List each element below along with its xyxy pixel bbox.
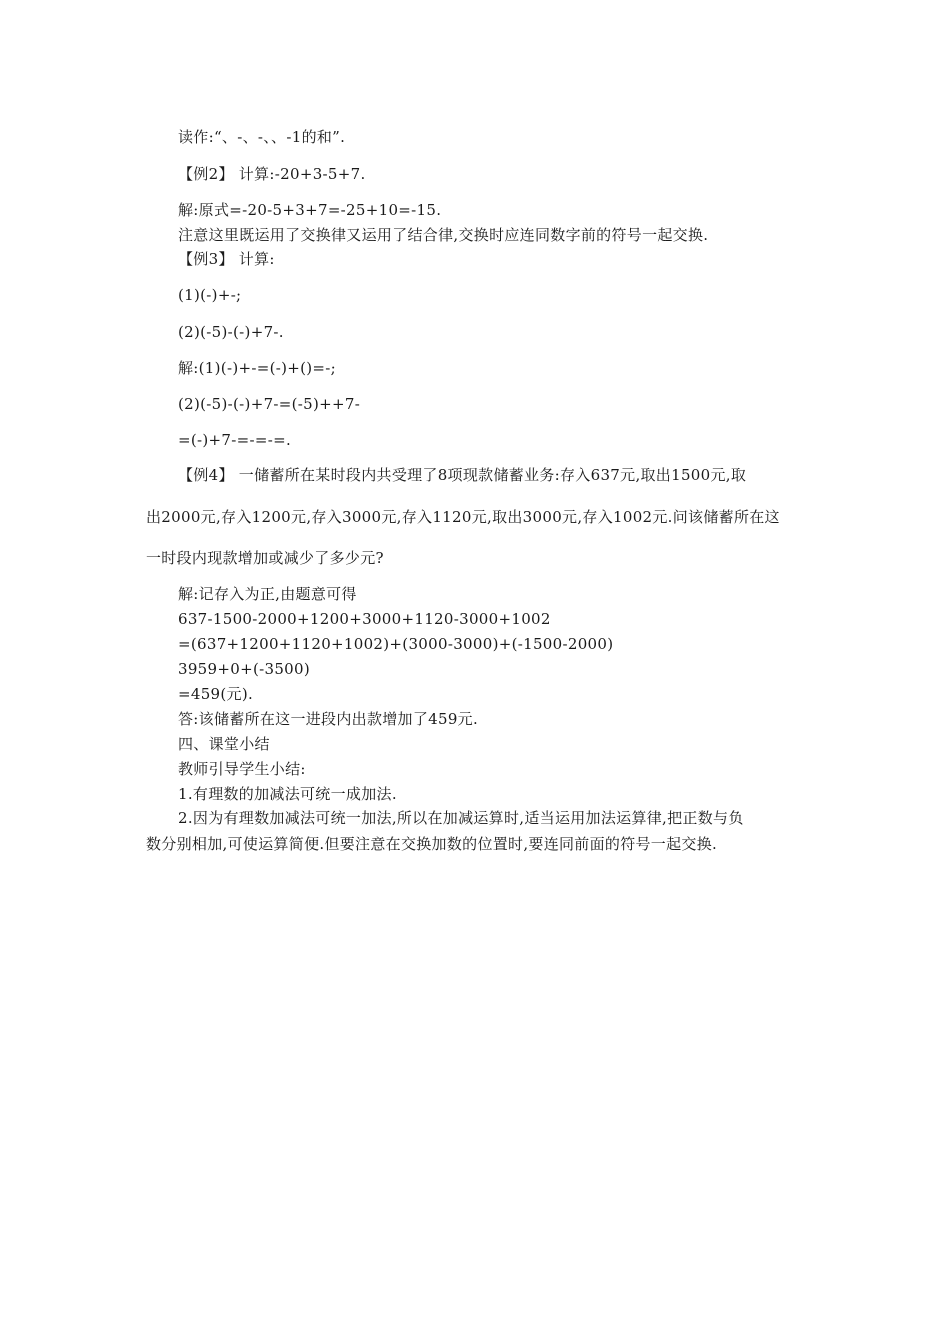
example-3-heading: 【例3】 计算: bbox=[178, 250, 275, 268]
example-4-line-2: 出2000元,存入1200元,存入3000元,存入1120元,取出3000元,存入1002元.问该储蓄所在这 bbox=[146, 508, 780, 526]
section-4-intro: 教师引导学生小结: bbox=[178, 760, 306, 778]
summary-item-2-line-1: 2.因为有理数加减法可统一加法,所以在加减运算时,适当运用加法运算律,把正数与负 bbox=[178, 809, 744, 827]
example-4-line-1: 【例4】 一储蓄所在某时段内共受理了8项现款储蓄业务:存入637元,取出1500元,取 bbox=[178, 466, 747, 484]
read-as-line: 读作:“、-、-、、-1的和”. bbox=[178, 128, 346, 146]
example-3-solution-2: (2)(-5)-(-)+7-=(-5)++7- bbox=[178, 395, 361, 413]
summary-item-1: 1.有理数的加减法可统一成加法. bbox=[178, 785, 397, 803]
section-4-title: 四、课堂小结 bbox=[178, 735, 270, 753]
example-2-note: 注意这里既运用了交换律又运用了结合律,交换时应连同数字前的符号一起交换. bbox=[178, 226, 709, 244]
example-3-solution-2-cont: =(-)+7-=-=-=. bbox=[178, 431, 292, 449]
example-3-solution-1: 解:(1)(-)+-=(-)+()=-; bbox=[178, 359, 337, 377]
example-4-line-3: 一时段内现款增加或减少了多少元? bbox=[146, 549, 384, 567]
example-4-calc-2: =(637+1200+1120+1002)+(3000-3000)+(-1500-2000) bbox=[178, 635, 614, 653]
example-2-heading: 【例2】 计算:-20+3-5+7. bbox=[178, 165, 366, 183]
summary-item-2-line-2: 数分别相加,可使运算简便.但要注意在交换加数的位置时,要连同前面的符号一起交换. bbox=[146, 835, 718, 853]
example-3-question-1: (1)(-)+-; bbox=[178, 286, 242, 304]
example-2-solution: 解:原式=-20-5+3+7=-25+10=-15. bbox=[178, 201, 442, 219]
example-3-question-2: (2)(-5)-(-)+7-. bbox=[178, 323, 284, 341]
example-4-solution-intro: 解:记存入为正,由题意可得 bbox=[178, 585, 357, 603]
example-4-calc-3: 3959+0+(-3500) bbox=[178, 660, 311, 678]
example-4-calc-4: =459(元). bbox=[178, 685, 254, 703]
example-4-answer: 答:该储蓄所在这一进段内出款增加了459元. bbox=[178, 710, 479, 728]
example-4-calc-1: 637-1500-2000+1200+3000+1120-3000+1002 bbox=[178, 610, 551, 628]
